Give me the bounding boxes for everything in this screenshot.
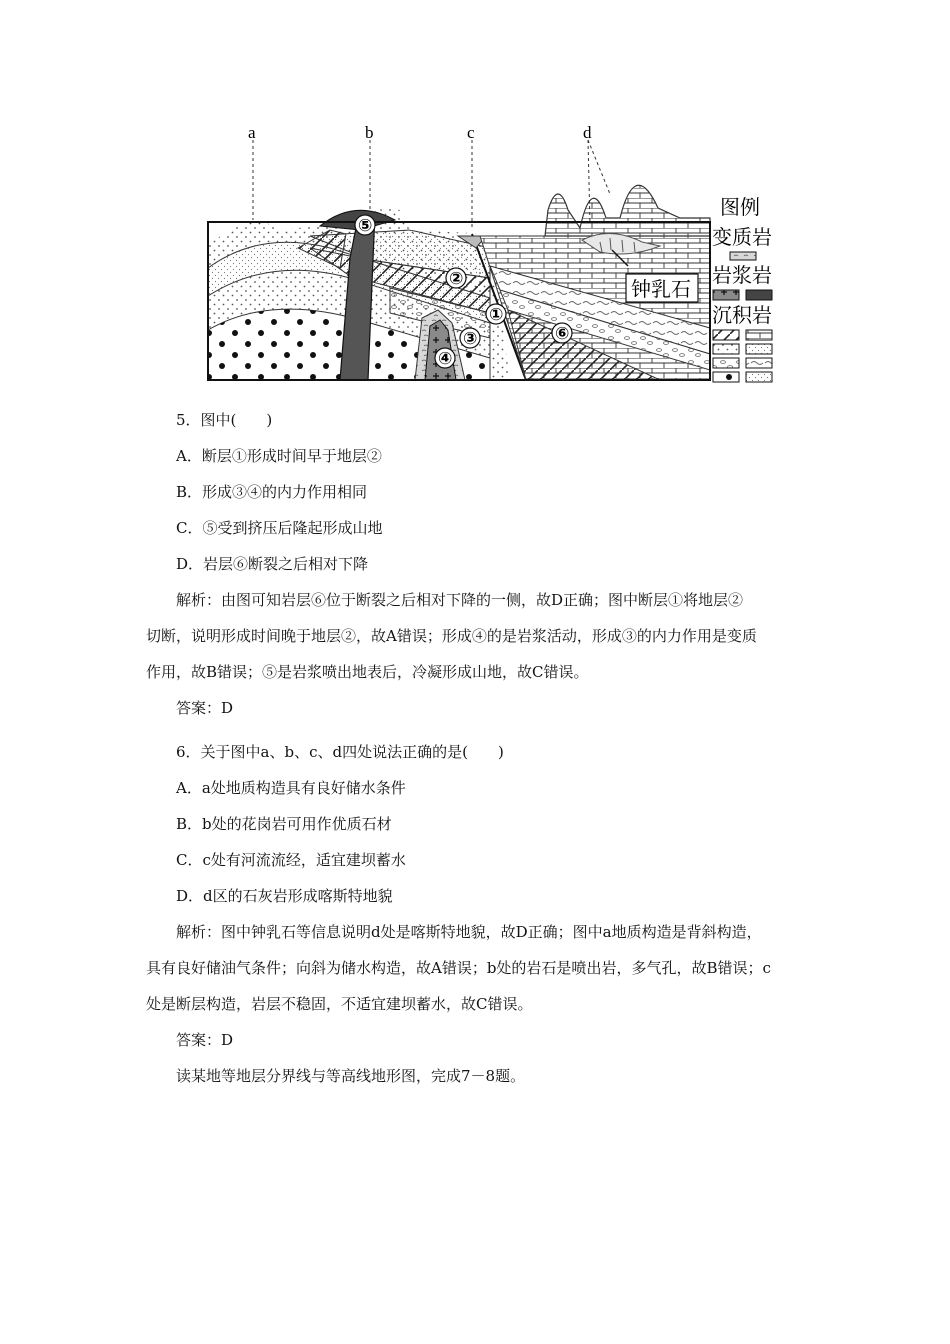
next-questions-intro: 读某地等地层分界线与等高线地形图，完成7－8题。 bbox=[176, 1067, 526, 1085]
q6-analysis-line-2: 具有良好储油气条件；向斜为储水构造，故A错误；b处的岩石是喷出岩，多气孔，故B错误；c bbox=[146, 959, 771, 977]
legend-igneous: 岩浆岩 bbox=[712, 263, 772, 287]
q6-option-c: C．c处有河流流经，适宜建坝蓄水 bbox=[176, 851, 406, 869]
question-5 bbox=[146, 402, 826, 726]
svg-text:③: ③ bbox=[463, 329, 478, 349]
marker-2 bbox=[446, 268, 466, 289]
q6-analysis-line-1: 解析：图中钟乳石等信息说明d处是喀斯特地貌，故D正确；图中a地质构造是背斜构造， bbox=[176, 923, 762, 941]
q6-option-a: A．a处地质构造具有良好储水条件 bbox=[176, 779, 406, 797]
svg-text:④: ④ bbox=[438, 349, 453, 369]
geologic-cross-section-figure bbox=[190, 118, 790, 390]
q5-analysis-line-3: 作用，故B错误；⑤是岩浆喷出地表后，冷凝形成山地，故C错误。 bbox=[146, 663, 589, 681]
q5-answer: 答案：D bbox=[176, 699, 234, 717]
svg-text:⑥: ⑥ bbox=[555, 324, 570, 344]
legend bbox=[712, 195, 772, 382]
q6-stem: 6．关于图中a、b、c、d四处说法正确的是( ) bbox=[176, 743, 504, 761]
legend-metamorphic: 变质岩 bbox=[712, 225, 772, 249]
q5-analysis-line-2: 切断，说明形成时间晚于地层②，故A错误；形成④的是岩浆活动，形成③的内力作用是变质 bbox=[146, 627, 757, 645]
karst-peaks bbox=[545, 185, 710, 236]
marker-3 bbox=[460, 328, 480, 349]
label-a: a bbox=[248, 123, 256, 142]
q6-option-d: D．d区的石灰岩形成喀斯特地貌 bbox=[176, 887, 393, 905]
label-d: d bbox=[583, 123, 592, 142]
svg-text:①: ① bbox=[489, 305, 504, 325]
stalactite-label: 钟乳石 bbox=[631, 277, 691, 301]
svg-text:②: ② bbox=[449, 269, 464, 289]
label-c: c bbox=[467, 123, 475, 142]
q5-option-a: A．断层①形成时间早于地层② bbox=[176, 447, 382, 465]
q5-stem: 5．图中( ) bbox=[176, 411, 273, 429]
q6-option-b: B．b处的花岗岩可用作优质石材 bbox=[176, 815, 392, 833]
marker-5 bbox=[355, 215, 375, 236]
legend-sedimentary: 沉积岩 bbox=[712, 303, 772, 327]
svg-text:⑤: ⑤ bbox=[358, 216, 373, 236]
q6-answer: 答案：D bbox=[176, 1031, 234, 1049]
label-b: b bbox=[365, 123, 374, 142]
q5-option-b: B．形成③④的内力作用相同 bbox=[176, 483, 368, 501]
marker-4 bbox=[435, 348, 455, 369]
question-6 bbox=[146, 734, 826, 1094]
q5-option-c: C．⑤受到挤压后隆起形成山地 bbox=[176, 519, 383, 537]
q5-option-d: D．岩层⑥断裂之后相对下降 bbox=[176, 555, 369, 573]
marker-1 bbox=[486, 304, 506, 325]
legend-title: 图例 bbox=[720, 195, 760, 219]
q5-analysis-line-1: 解析：由图可知岩层⑥位于断裂之后相对下降的一侧，故D正确；图中断层①将地层② bbox=[176, 591, 744, 609]
marker-6 bbox=[552, 323, 572, 344]
q6-analysis-line-3: 处是断层构造，岩层不稳固，不适宜建坝蓄水，故C错误。 bbox=[146, 995, 533, 1013]
